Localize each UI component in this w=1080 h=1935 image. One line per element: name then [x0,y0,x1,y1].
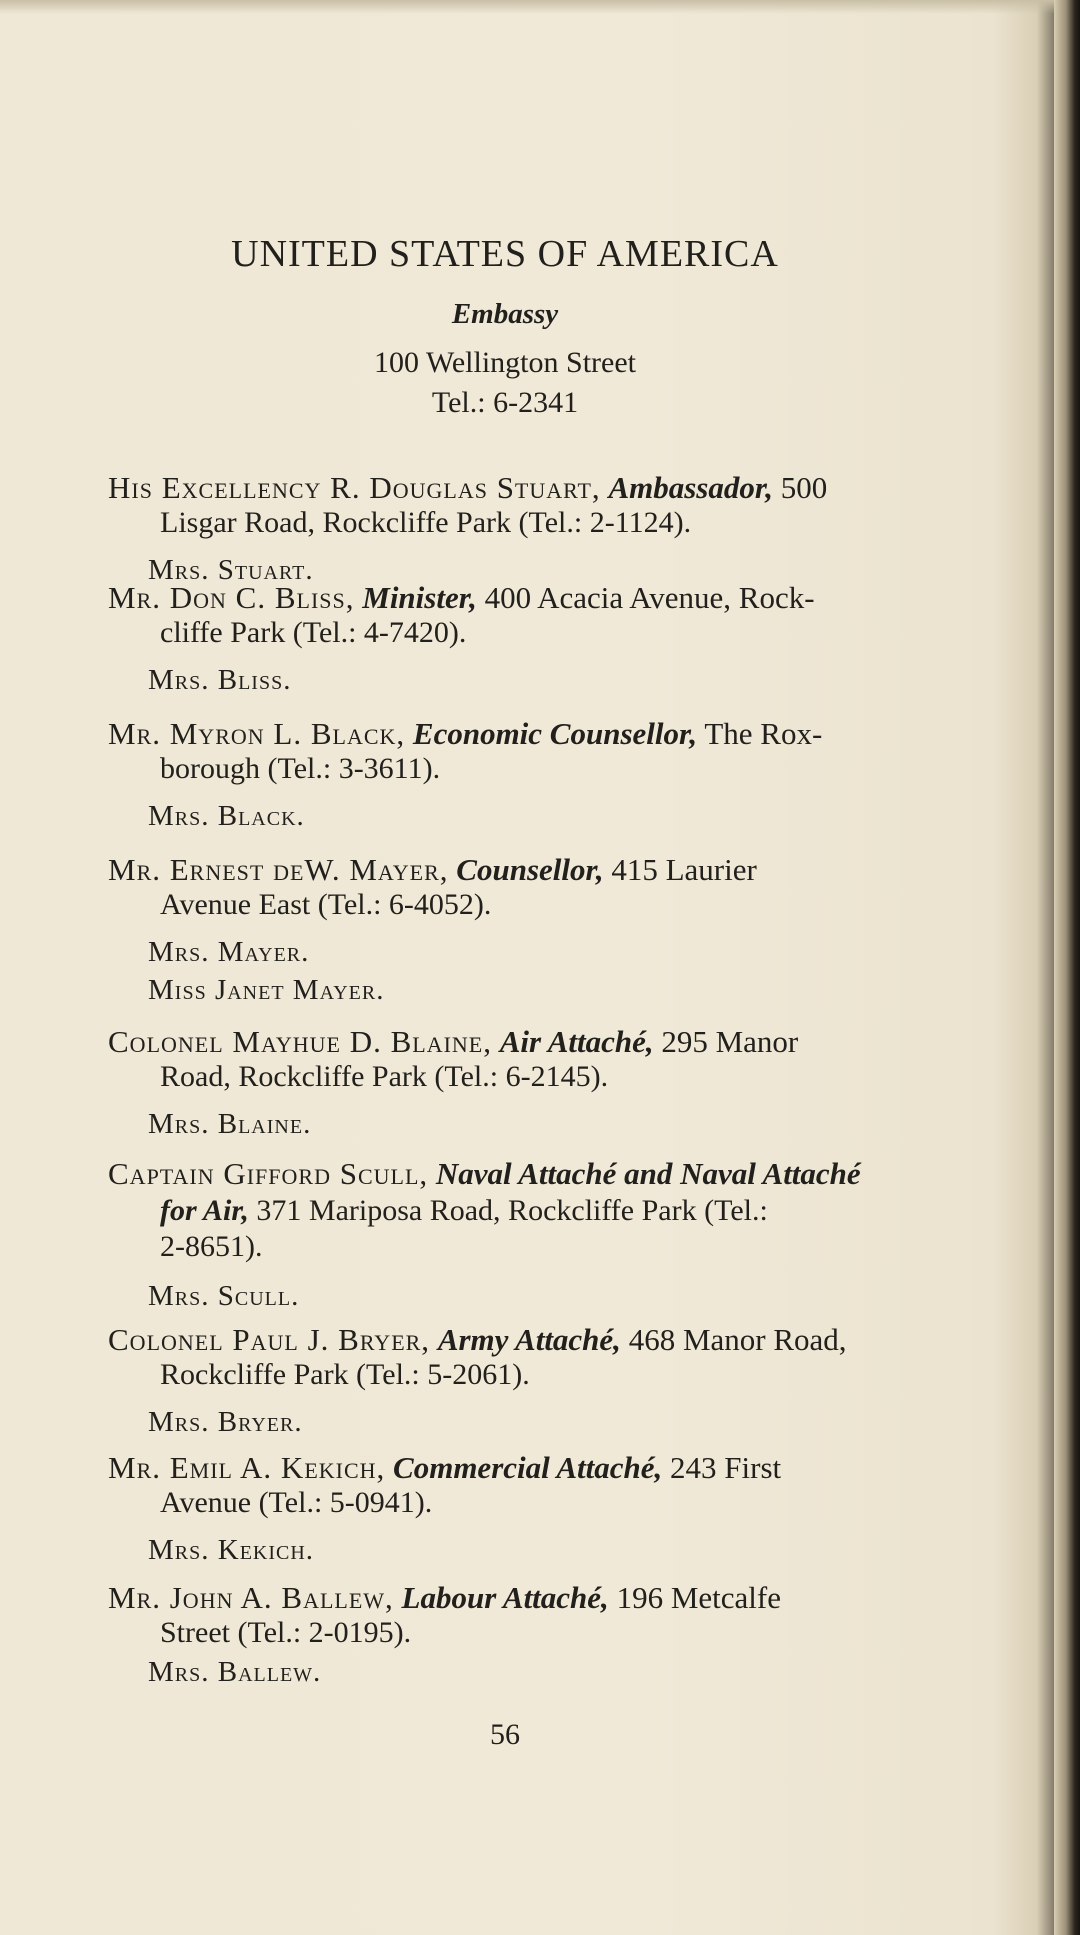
entry-spouse: Mrs. Kekich. [148,1534,315,1566]
entry-name: Mr. John A. Ballew, [108,1580,394,1615]
embassy-address: 100 Wellington Street [373,346,636,379]
entry-address: 415 Laurier [611,852,757,887]
entry-family-member: Miss Janet Mayer. [148,974,385,1006]
entry-address: 400 Acacia Avenue, Rock- [484,580,815,615]
entry-name: Mr. Ernest deW. Mayer, [108,852,449,887]
entry-role: Economic Counsellor, [412,716,698,751]
entry-spouse: Mrs. Blaine. [148,1108,312,1140]
entry-address: 500 [780,470,828,505]
entry-address: 371 Mariposa Road, Rockcliffe Park (Tel.: [256,1194,768,1227]
entry-role: Minister, [362,580,477,615]
entry-role: Ambassador, [608,470,773,505]
entry-address: 295 Manor [661,1024,799,1059]
country-heading: UNITED STATES OF AMERICA [231,233,779,275]
entry-spouse: Mrs. Bryer. [148,1406,303,1438]
entry-address-cont: Avenue East (Tel.: 6-4052). [160,888,492,921]
entry-name: Mr. Emil A. Kekich, [108,1450,386,1485]
entry-address-cont: Rockcliffe Park (Tel.: 5-2061). [160,1358,530,1391]
entry-address: 468 Manor Road, [628,1322,847,1357]
page-top-shadow [0,0,1080,14]
entry-spouse: Mrs. Mayer. [148,936,310,968]
entry-address-cont: Road, Rockcliffe Park (Tel.: 6-2145). [160,1060,609,1093]
entry-role: Army Attaché, [437,1322,621,1357]
entry-name: Colonel Mayhue D. Blaine, [108,1024,492,1059]
entry-name: Mr. Don C. Bliss, [108,580,355,615]
entry-address: 243 First [670,1450,782,1485]
entry-address-cont: 2-8651). [160,1230,263,1263]
entry-role: Labour Attaché, [401,1580,609,1615]
entry-role: Commercial Attaché, [393,1450,663,1485]
entry-address: The Rox- [704,716,823,751]
entry-name: Mr. Myron L. Black, [108,716,406,751]
entry-spouse: Mrs. Scull. [148,1280,300,1312]
page-binding-edge [1054,0,1080,1935]
entry-role: Naval Attaché and Naval Attaché [435,1156,861,1191]
entry-name: Colonel Paul J. Bryer, [108,1322,431,1357]
embassy-telephone: Tel.: 6-2341 [431,386,579,419]
entry-address-cont: Avenue (Tel.: 5-0941). [160,1486,433,1519]
entry-address-cont: borough (Tel.: 3-3611). [160,752,441,785]
entry-address-cont: cliffe Park (Tel.: 4-7420). [160,616,467,649]
page-number: 56 [490,1718,520,1751]
entry-name: Captain Gifford Scull, [108,1156,429,1191]
entry-spouse: Mrs. Ballew. [148,1656,322,1688]
entry-role: Counsellor, [456,852,604,887]
entry-role-cont: for Air, [160,1194,249,1227]
entry-spouse: Mrs. Stuart. [148,554,314,586]
embassy-subheading: Embassy [451,298,559,330]
entry-address-cont: Lisgar Road, Rockcliffe Park (Tel.: 2-1124). [160,506,692,539]
entry-name: His Excellency R. Douglas Stuart, [108,470,601,505]
entry-spouse: Mrs. Bliss. [148,664,292,696]
entry-address: 196 Metcalfe [616,1580,781,1615]
entry-address-cont: Street (Tel.: 2-0195). [160,1616,412,1649]
entry-role: Air Attaché, [499,1024,654,1059]
entry-spouse: Mrs. Black. [148,800,305,832]
